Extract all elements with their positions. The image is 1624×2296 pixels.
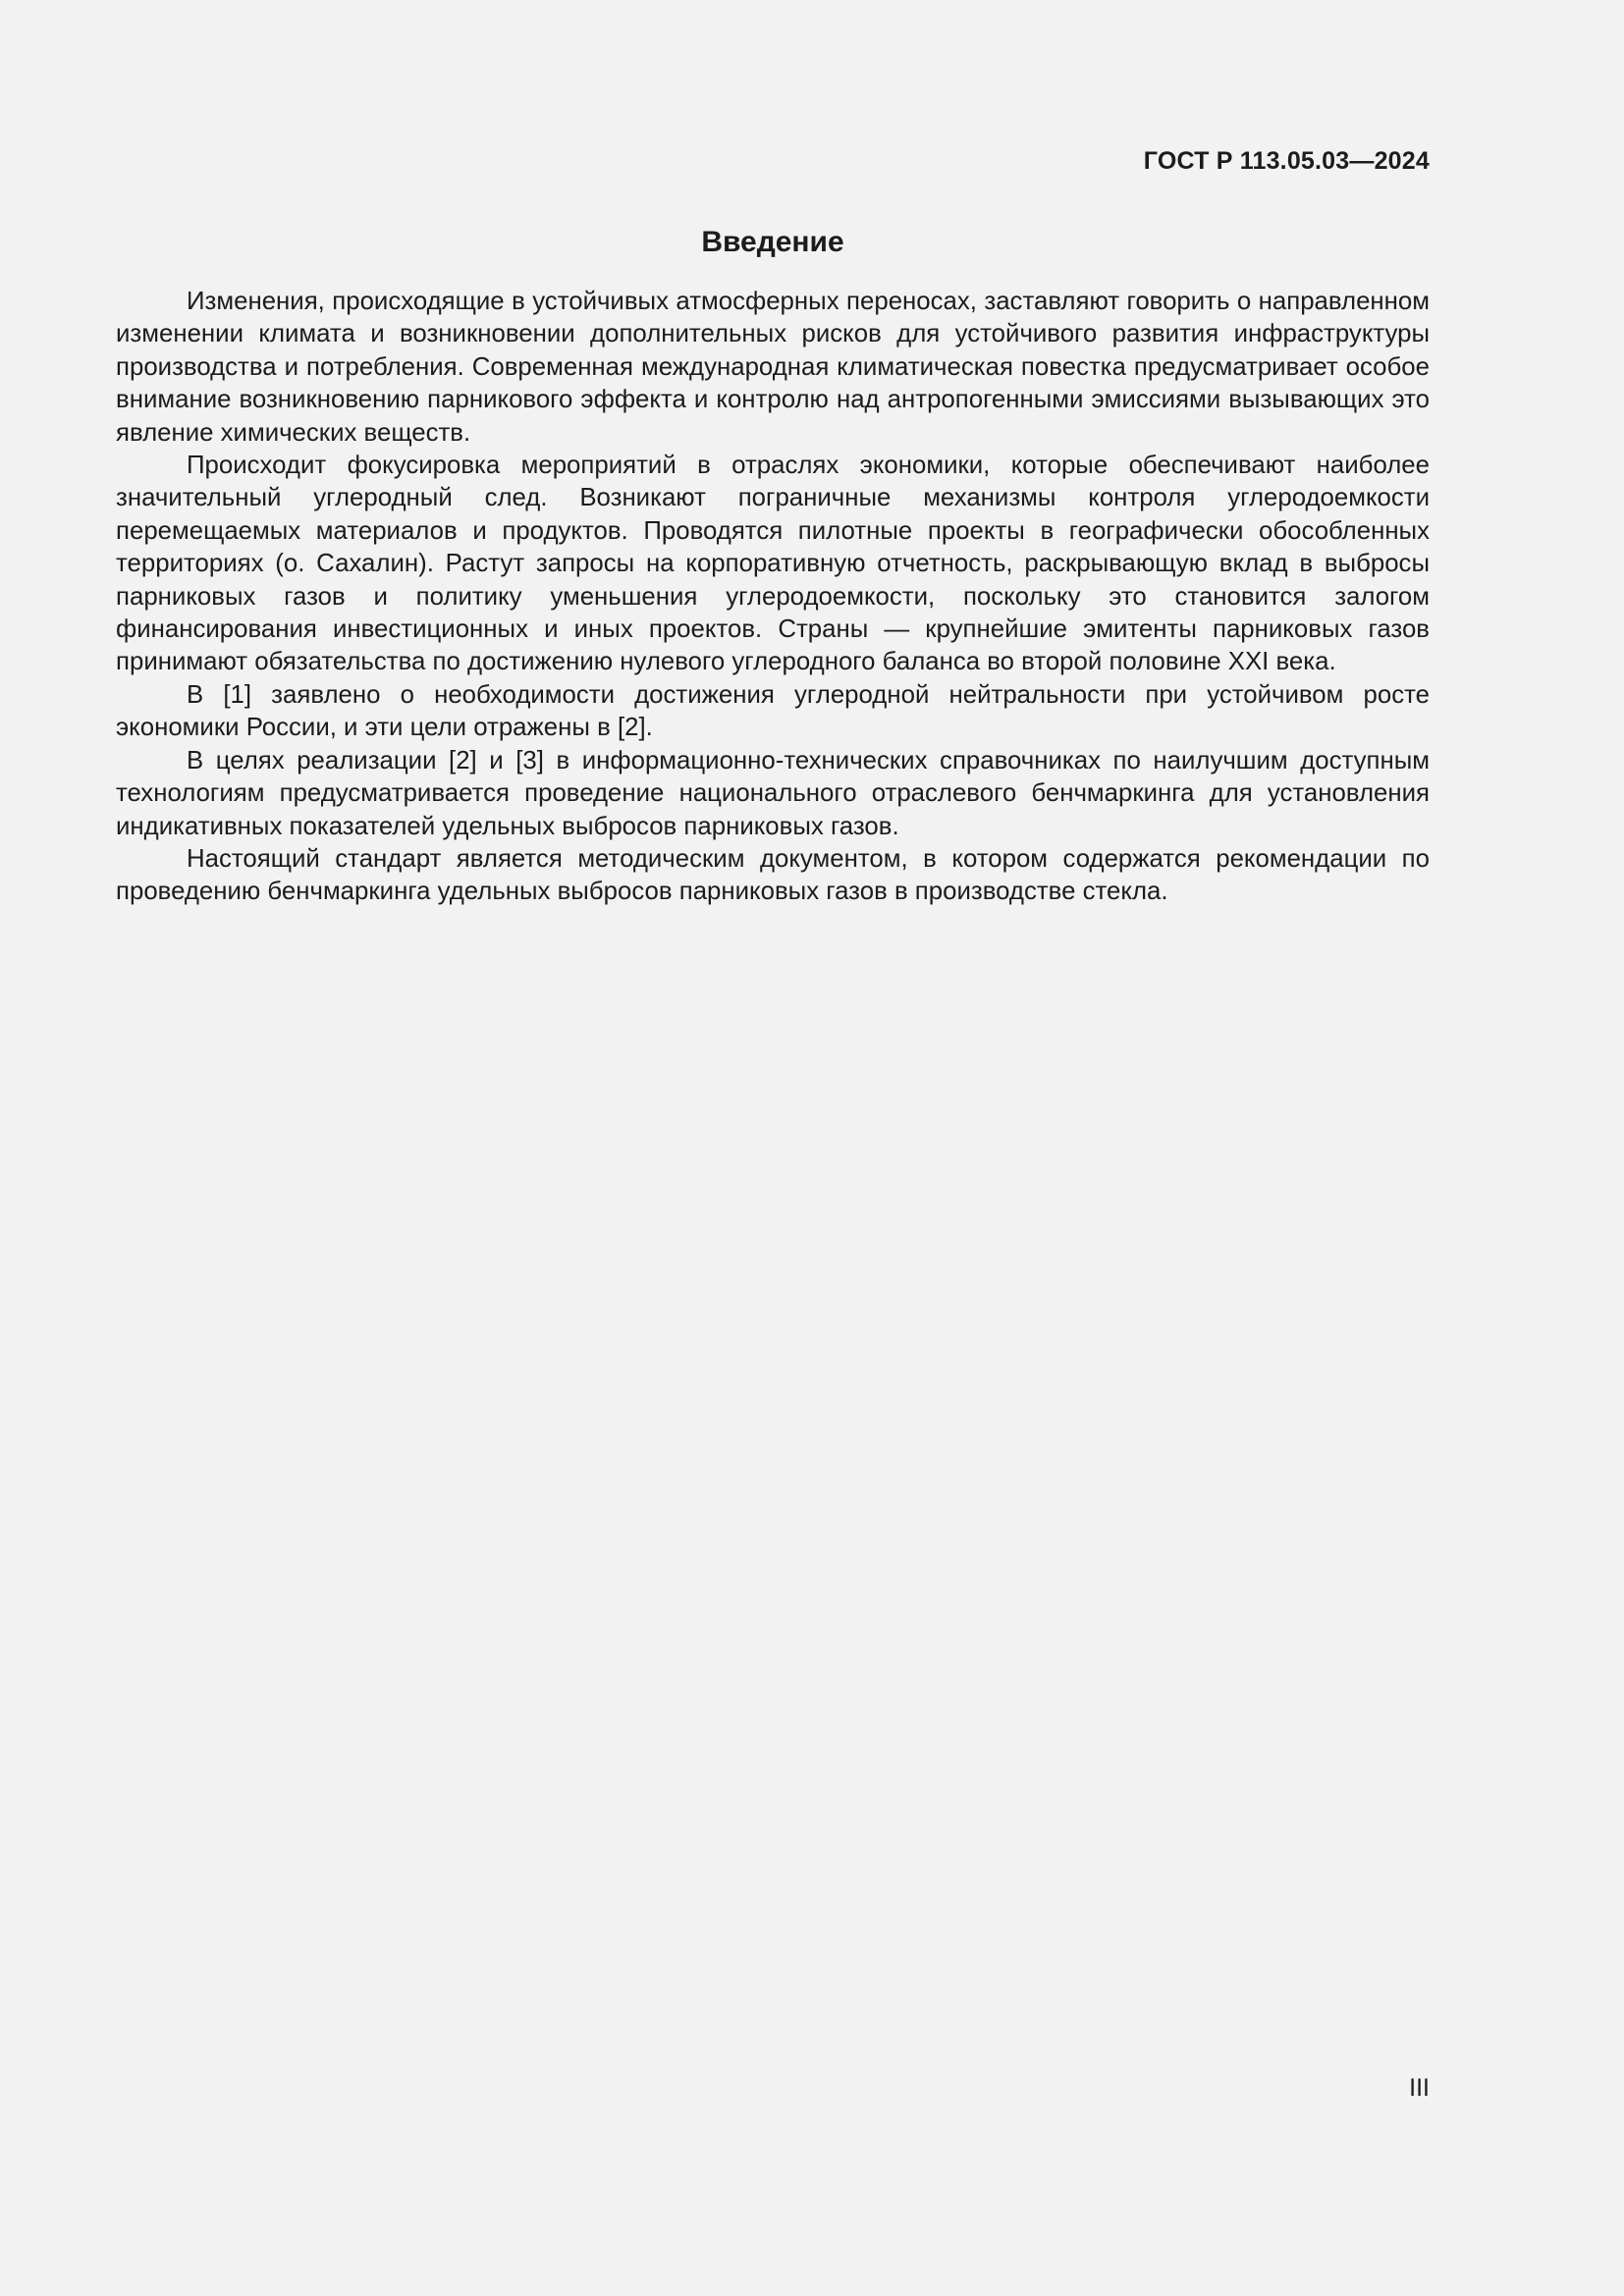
paragraph: Настоящий стандарт является методическим документом, в котором содержатся рекомендации по проведению бенчмаркинга удельных выбросов парниковых газов в производстве стекла. — [116, 844, 1430, 906]
paragraph: Изменения, происходящие в устойчивых атмосферных переносах, заставляют говорить о направленном изменении климата и возникновении дополнительных рисков для устойчивого развития инфраструктуры производства и потребления. Современная международная климатическая повестка предусматривает особое внимание возникновению парникового эффекта и контролю над антропогенными эмиссиями вызывающих это явление химических веществ. — [116, 288, 1430, 447]
paragraph: В целях реализации [2] и [3] в информационно-технических справочниках по наилучшим доступным технологиям предусматривается проведение национального отраслевого бенчмаркинга для установления индикативных показателей удельных выбросов парниковых газов. — [116, 746, 1430, 840]
page-number: III — [1409, 2074, 1430, 2102]
document-code: ГОСТ Р 113.05.03—2024 — [1143, 147, 1430, 175]
body-text — [116, 286, 1430, 909]
paragraph: Происходит фокусировка мероприятий в отраслях экономики, которые обеспечивают наиболее значительный углеродный след. Возникают пограничные механизмы контроля углеродоемкости перемещаемых материалов и продуктов. Проводятся пилотные проекты в географически обособленных территориях (о. Сахалин). Растут запросы на корпоративную отчетность, раскрывающую вклад в выбросы парниковых газов и политику уменьшения углеродоемкости, поскольку это становится залогом финансирования инвестиционных и иных проектов. Страны — крупнейшие эмитенты парниковых газов принимают обязательства по достижению нулевого углеродного баланса во второй половине XXI века. — [116, 452, 1430, 676]
section-title: Введение — [701, 226, 844, 258]
paragraph: В [1] заявлено о необходимости достижения углеродной нейтральности при устойчивом росте экономики России, и эти цели отражены в [2]. — [116, 680, 1430, 742]
